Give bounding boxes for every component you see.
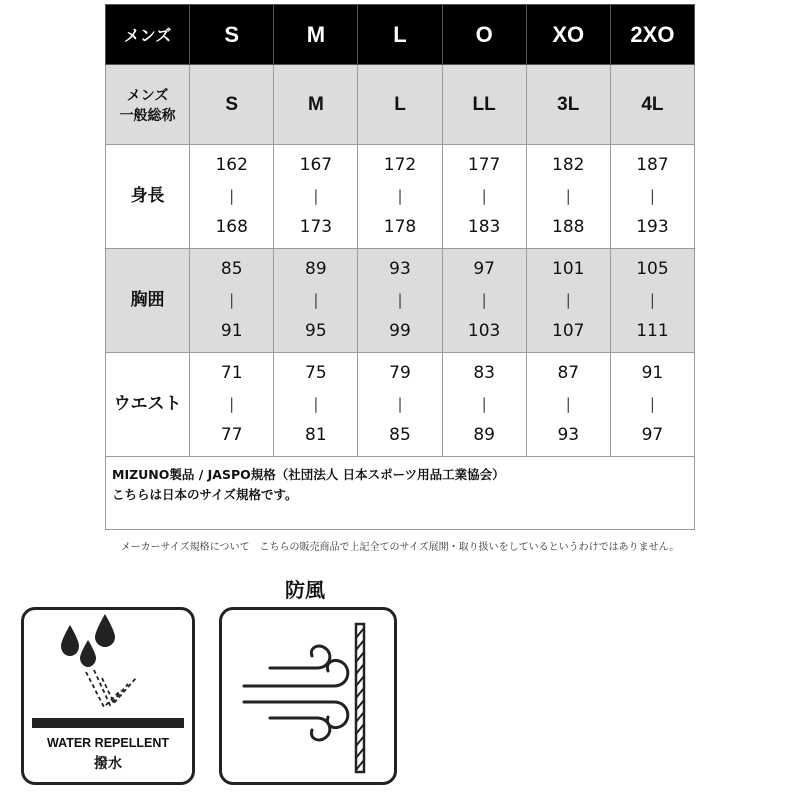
range-separator: |: [565, 291, 571, 309]
waist-cell: [526, 353, 610, 457]
height-cell: [442, 145, 526, 249]
general-size-label: [106, 65, 190, 145]
water-repellent-japanese: 撥水: [94, 756, 122, 772]
range-min: 71: [220, 363, 243, 383]
range-max: 81: [305, 425, 327, 445]
standard-note: [106, 457, 695, 530]
range-max: 193: [636, 217, 669, 237]
note-line-1: MIZUNO製品 / JASPO規格（社団法人 日本スポーツ用品工業協会）: [112, 467, 505, 482]
general-size-cell: LL: [442, 65, 526, 145]
range-max: 107: [552, 321, 585, 341]
range-separator: |: [229, 291, 235, 309]
range-separator: |: [481, 395, 487, 413]
waist-label: ウエスト: [106, 353, 190, 457]
range-separator: |: [649, 291, 655, 309]
height-cell: [358, 145, 442, 249]
range-separator: |: [481, 291, 487, 309]
range-min: 93: [389, 259, 411, 279]
range-min: 75: [305, 363, 327, 383]
size-disclaimer: メーカーサイズ規格について こちらの販売商品で上記全てのサイズ展開・取り扱いをしているというわけではありません。: [120, 542, 680, 553]
chest-cell: [190, 249, 274, 353]
range-separator: |: [397, 187, 403, 205]
range-separator: |: [649, 395, 655, 413]
water-repellent-badge: [21, 607, 195, 785]
header-size-o: O: [442, 5, 526, 65]
range-max: 183: [467, 217, 501, 237]
range-max: 91: [220, 321, 243, 341]
general-size-row: [106, 65, 695, 145]
general-size-cell: 4L: [610, 65, 694, 145]
range-separator: |: [565, 187, 571, 205]
range-separator: |: [649, 187, 655, 205]
range-min: 187: [636, 155, 669, 175]
range-min: 182: [552, 155, 585, 175]
chest-label: 胸囲: [106, 249, 190, 353]
range-max: 111: [636, 321, 669, 341]
header-label: メンズ: [106, 5, 190, 65]
range-min: 97: [473, 259, 495, 279]
range-max: 95: [305, 321, 327, 341]
range-max: 188: [552, 217, 585, 237]
range-max: 178: [383, 217, 417, 237]
range-separator: |: [229, 187, 235, 205]
range-separator: |: [313, 395, 319, 413]
range-separator: |: [229, 395, 235, 413]
general-size-cell: S: [190, 65, 274, 145]
height-row: [106, 145, 695, 249]
range-max: 85: [389, 425, 411, 445]
range-separator: |: [313, 291, 319, 309]
water-repellent-english: WATER REPELLENT: [47, 736, 169, 750]
height-label: 身長: [106, 145, 190, 249]
range-min: 167: [299, 155, 333, 175]
header-row: [106, 5, 695, 65]
waist-cell: [358, 353, 442, 457]
range-min: 105: [636, 259, 669, 279]
note-line-2: こちらは日本のサイズ規格です。: [112, 487, 298, 502]
note-row: [106, 457, 695, 530]
header-size-2xo: 2XO: [610, 5, 694, 65]
height-cell: [610, 145, 694, 249]
windproof-badge: [219, 607, 397, 785]
waist-cell: [610, 353, 694, 457]
range-min: 85: [220, 259, 243, 279]
header-size-l: L: [358, 5, 442, 65]
range-separator: |: [481, 187, 487, 205]
range-max: 99: [389, 321, 411, 341]
waist-cell: [274, 353, 358, 457]
header-size-m: M: [274, 5, 358, 65]
range-max: 103: [467, 321, 501, 341]
windproof-icon: [222, 610, 394, 782]
chest-cell: [526, 249, 610, 353]
chest-cell: [358, 249, 442, 353]
general-size-cell: L: [358, 65, 442, 145]
windproof-title: 防風: [285, 578, 325, 602]
range-max: 168: [215, 217, 248, 237]
header-size-s: S: [190, 5, 274, 65]
chest-row: [106, 249, 695, 353]
range-separator: |: [397, 395, 403, 413]
range-min: 83: [473, 363, 495, 383]
range-separator: |: [397, 291, 403, 309]
range-min: 162: [215, 155, 248, 175]
range-max: 173: [299, 217, 333, 237]
general-label-line2: 一般総称: [119, 106, 176, 123]
range-separator: |: [313, 187, 319, 205]
range-separator: |: [565, 395, 571, 413]
height-cell: [274, 145, 358, 249]
general-label-line1: メンズ: [126, 86, 169, 103]
chest-cell: [610, 249, 694, 353]
general-size-cell: 3L: [526, 65, 610, 145]
size-chart-table: [105, 4, 695, 530]
waist-row: [106, 353, 695, 457]
range-max: 93: [557, 425, 580, 445]
range-min: 172: [383, 155, 417, 175]
waist-cell: [190, 353, 274, 457]
waist-cell: [442, 353, 526, 457]
range-min: 87: [557, 363, 580, 383]
range-min: 177: [467, 155, 501, 175]
range-max: 97: [641, 425, 664, 445]
chest-cell: [274, 249, 358, 353]
range-min: 89: [305, 259, 327, 279]
range-max: 77: [220, 425, 243, 445]
range-min: 101: [552, 259, 585, 279]
range-max: 89: [473, 425, 495, 445]
height-cell: [190, 145, 274, 249]
range-min: 91: [641, 363, 664, 383]
range-min: 79: [389, 363, 411, 383]
chest-cell: [442, 249, 526, 353]
header-size-xo: XO: [526, 5, 610, 65]
general-size-cell: M: [274, 65, 358, 145]
height-cell: [526, 145, 610, 249]
